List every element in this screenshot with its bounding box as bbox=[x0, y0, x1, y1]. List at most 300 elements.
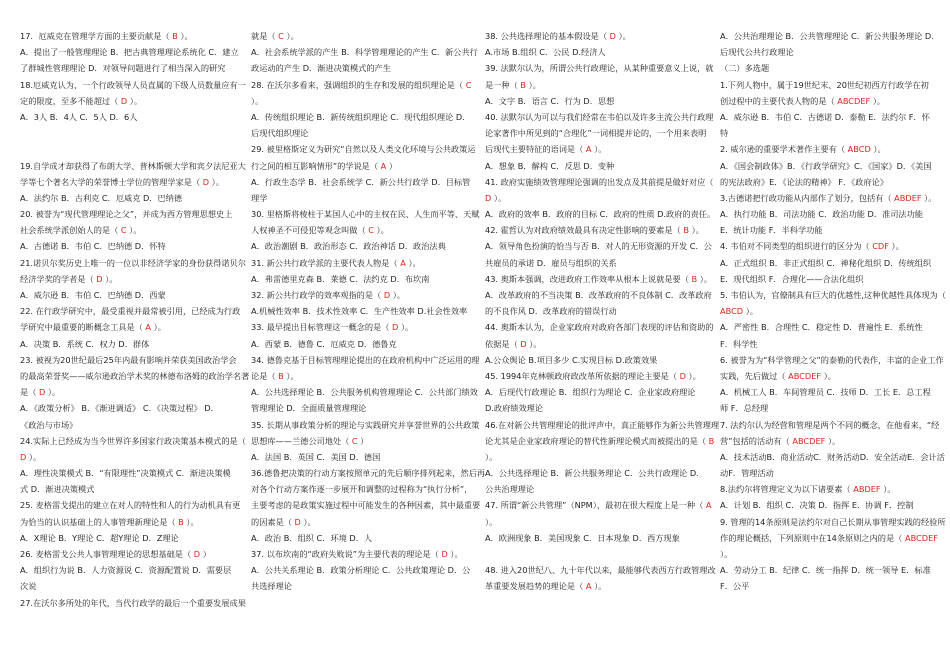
line-text: 作的理论概括，下列原则中在14条原则之内的是（ bbox=[720, 532, 905, 543]
line-text: 动F．管理活动 bbox=[720, 468, 774, 479]
answer-key: ABDEF bbox=[853, 484, 881, 495]
answer-key: ABCDEF bbox=[837, 95, 871, 106]
text-line bbox=[720, 125, 940, 141]
text-line bbox=[251, 255, 471, 271]
text-line bbox=[251, 44, 478, 60]
text-line bbox=[251, 481, 471, 497]
text-line bbox=[485, 60, 714, 76]
text-line bbox=[20, 174, 240, 190]
text-line bbox=[485, 514, 705, 530]
line-text: 营”包括的活动有（ bbox=[720, 435, 793, 446]
line-tail: ）。 bbox=[525, 79, 541, 90]
line-tail: ） bbox=[386, 160, 398, 171]
line-text: 26. 麦格雷戈公共人事管理理论的思想基础是（ bbox=[20, 549, 194, 559]
line-tail: ）。 bbox=[300, 516, 316, 527]
text-line bbox=[251, 174, 471, 190]
line-text: 30. 里格斯将棱柱于某国人心中的主权在民、人生而平等、天赋 bbox=[251, 209, 480, 220]
line-text: 共选择理论 bbox=[251, 581, 292, 592]
line-tail: ）。 bbox=[447, 549, 463, 559]
line-text: 27.在沃尔多所处的年代，当代行政学的最后一个重要发展成果 bbox=[20, 597, 246, 608]
line-tail: ）。 bbox=[526, 338, 542, 349]
line-tail: ） bbox=[200, 549, 211, 559]
line-text: A．公共治理理论 B．公共管理理论 C．新公共服务理论 D． bbox=[720, 31, 940, 41]
answer-key: ABDEF bbox=[894, 192, 922, 203]
text-line bbox=[251, 562, 471, 578]
line-tail: ）。 bbox=[183, 516, 199, 527]
line-text: 35. 长期从事政策分析的理论与实践研究并享誉世界的公共政策 bbox=[251, 419, 480, 430]
text-line bbox=[720, 319, 940, 335]
line-text: A．法约尔 B．古利克 C．厄威克 D．巴纳德 bbox=[20, 192, 183, 203]
line-text: 41. 政府实施绩效管理理论强调的出发点及其前提是做好对应（ bbox=[485, 176, 714, 187]
text-line bbox=[251, 287, 471, 303]
line-text: A．政治潮剧 B．政治形态 C．政治神话 D．政治法典 bbox=[251, 241, 446, 252]
text-line bbox=[20, 206, 240, 222]
answer-key: D bbox=[120, 95, 128, 106]
text-line bbox=[20, 44, 240, 60]
answer-key: D bbox=[383, 290, 391, 300]
text-line bbox=[20, 578, 240, 594]
text-line bbox=[20, 449, 240, 465]
line-text: 4. 韦伯对不同类型的组织进行的区分为（ bbox=[720, 241, 873, 252]
line-text: A.公众舆论 B.项目多少 C.实现目标 D.政策效果 bbox=[485, 354, 658, 365]
line-text: 人权神圣不可侵犯等观念叫做（ bbox=[251, 225, 369, 236]
line-tail: ）。 bbox=[177, 31, 193, 41]
line-tail: ）。 bbox=[921, 192, 937, 203]
text-line bbox=[485, 206, 716, 222]
text-line bbox=[720, 60, 940, 76]
answer-key: B bbox=[278, 370, 284, 381]
text-line bbox=[485, 125, 705, 141]
text-line bbox=[20, 530, 240, 546]
answer-key: A bbox=[145, 322, 152, 333]
line-text: F．科学性 bbox=[720, 338, 758, 349]
line-text: A．技术活动B．商业活动C．财务活动D．安全活动E．会计活 bbox=[720, 451, 945, 462]
line-text: ）。 bbox=[251, 95, 264, 106]
line-text: ）。 bbox=[485, 451, 498, 462]
answer-key: B bbox=[172, 31, 178, 41]
line-text: A．改革政府的不当决策 B．改革政府的不良体制 C．改革政府 bbox=[485, 290, 712, 300]
line-text: 28. 在沃尔多看来，强调组织的生存和发展的组织理论是（ bbox=[251, 79, 466, 90]
text-line bbox=[485, 77, 705, 93]
text-line bbox=[720, 222, 940, 238]
answer-key: B bbox=[708, 435, 715, 446]
text-line bbox=[485, 141, 705, 157]
text-line bbox=[20, 303, 240, 319]
line-text: A．领导角色扮演的恰当与否 B．对人的无形资源的开发 C．公 bbox=[485, 241, 712, 252]
text-line bbox=[251, 336, 471, 352]
text-line bbox=[251, 60, 471, 76]
line-text: 论是（ bbox=[251, 370, 279, 381]
line-text: 革重要发展趋势的理论是（ bbox=[485, 581, 586, 592]
line-text: ）。 bbox=[720, 549, 733, 559]
line-text: 44. 奥斯本认为，企业家政府对政府各部门表现的评估和资助的 bbox=[485, 322, 714, 333]
line-tail: ） bbox=[357, 435, 369, 446]
text-line bbox=[20, 514, 240, 530]
text-line bbox=[720, 384, 940, 400]
line-tail: ）。 bbox=[398, 322, 414, 333]
text-line bbox=[720, 546, 940, 562]
text-line bbox=[485, 287, 712, 303]
line-text: 对各个行动方案作逐一步展开和调整的过程称为“执行分析”， bbox=[251, 484, 473, 495]
text-line bbox=[485, 578, 705, 594]
line-text: 18.厄威克认为，一个行政领导人员直属的下级人员数量应有一 bbox=[20, 79, 246, 90]
line-text: A．执行功能 B．司法功能 C．政治功能 D．准司法功能 bbox=[720, 209, 923, 220]
line-text: 主要考虑的是政策实施过程中可能发生的各种因素，其中最重要 bbox=[251, 500, 481, 511]
text-line bbox=[485, 190, 705, 206]
text-line bbox=[485, 530, 705, 546]
line-tail: ）。 bbox=[26, 451, 42, 462]
text-line bbox=[720, 400, 940, 416]
line-text: 48. 进入20世纪八、九十年代以来，最能够代表西方行政管理改 bbox=[485, 565, 716, 576]
text-line bbox=[485, 352, 705, 368]
text-line bbox=[485, 400, 705, 416]
text-line bbox=[20, 595, 246, 611]
text-line bbox=[251, 433, 471, 449]
text-line bbox=[20, 546, 240, 562]
line-text: F．公平 bbox=[720, 581, 750, 592]
line-tail: ）。 bbox=[373, 225, 389, 236]
text-line bbox=[485, 271, 713, 287]
text-line bbox=[20, 60, 240, 76]
line-text: 后现代主要特征的语词是（ bbox=[485, 144, 586, 155]
text-line bbox=[720, 28, 940, 44]
text-line bbox=[485, 238, 712, 254]
text-line bbox=[20, 109, 240, 125]
answer-key: ABCDEF bbox=[904, 532, 938, 543]
line-tail: ）。 bbox=[688, 225, 704, 236]
line-text: A．决策 B．系统 C．权力 D．群体 bbox=[20, 338, 150, 349]
text-line bbox=[251, 530, 471, 546]
answer-key: D bbox=[609, 31, 616, 41]
line-tail: ）。 bbox=[491, 192, 507, 203]
text-line bbox=[20, 158, 246, 174]
line-text: 学等七个著名大学的荣誉博士学位的管理学家是（ bbox=[20, 176, 203, 187]
line-text: 42. 霍哲认为对政府绩效最具有决定性影响的要素是（ bbox=[485, 225, 684, 236]
text-line bbox=[485, 109, 714, 125]
text-line bbox=[720, 481, 940, 497]
text-line bbox=[720, 368, 940, 384]
text-line bbox=[485, 481, 705, 497]
text-line bbox=[251, 222, 471, 238]
line-tail: ）。 bbox=[283, 31, 299, 41]
text-line bbox=[485, 303, 705, 319]
line-text: 实践，先后做过（ bbox=[720, 370, 789, 381]
line-text: 34. 德鲁克基于目标管理理论提出的在政府机构中广泛运用的理 bbox=[251, 354, 480, 365]
text-line bbox=[251, 125, 471, 141]
line-text: A．《政策分析》 B．《渐进调适》 C．《决策过程》 D． bbox=[20, 403, 219, 414]
line-tail: ）。 bbox=[126, 225, 142, 236]
line-text: 22. 在行政学研究中，最受重视并最常被引用，已经成为行政 bbox=[20, 306, 241, 317]
line-text: A．社会系统学派的产生 B．科学管理理论的产生 C．新公共行 bbox=[251, 47, 478, 58]
text-line bbox=[720, 141, 940, 157]
text-line bbox=[251, 158, 471, 174]
answer-key: ABCDEF bbox=[788, 370, 822, 381]
line-text: A．正式组织 B．非正式组织 C．神秘化组织 D．传统组织 bbox=[720, 257, 932, 268]
line-text: 21.诺贝尔奖历史上唯一的一位以非经济学家的身份获得诺贝尔 bbox=[20, 257, 246, 268]
line-text: 论家著作中所见到的“合理化”一词相提并论的，一个用来表明 bbox=[485, 128, 707, 139]
line-text: A．后现代行政理论 B．组织行为理论 C．企业家政府理论 bbox=[485, 387, 696, 398]
text-line bbox=[720, 190, 940, 206]
line-text: 社会系统学派创始人的是（ bbox=[20, 225, 121, 236]
answer-key: C bbox=[120, 225, 127, 236]
text-line bbox=[20, 400, 240, 416]
line-text: A．公共选择理论 B．公共服务机构管理理论 C．公共部门绩效 bbox=[251, 387, 478, 398]
text-line bbox=[720, 465, 940, 481]
answer-key: C bbox=[465, 79, 472, 90]
line-text: A．公共选择理论 B．新公共服务理论 C．公共行政理论 D． bbox=[485, 468, 705, 479]
line-text: 9. 管理的14条原则是法约尔对自己长期从事管理实践的经验所 bbox=[720, 516, 946, 527]
text-line bbox=[20, 433, 246, 449]
text-line bbox=[251, 384, 478, 400]
text-line bbox=[251, 141, 476, 157]
line-tail: ）。 bbox=[283, 370, 299, 381]
text-line bbox=[485, 174, 714, 190]
answer-key: D bbox=[20, 451, 27, 462]
line-tail: ）。 bbox=[743, 306, 758, 317]
line-text: A．西蒙 B．德鲁 C．厄威克 D．德鲁克 bbox=[251, 338, 397, 349]
text-line bbox=[20, 319, 240, 335]
line-text: 就是（ bbox=[251, 31, 279, 41]
text-line bbox=[720, 417, 940, 433]
blank-line bbox=[20, 141, 240, 157]
line-text: 《政治与市场》 bbox=[20, 419, 78, 430]
line-tail: ）。 bbox=[151, 322, 166, 333]
line-text: 38. 公共选择理论的基本假设是（ bbox=[485, 31, 610, 41]
answer-key: B bbox=[520, 79, 526, 90]
text-line bbox=[20, 481, 240, 497]
line-text: 37. 以布坎南的“政府失败说”为主要代表的理论是（ bbox=[251, 549, 442, 559]
text-line bbox=[251, 578, 471, 594]
line-text: 后现代组织理论 bbox=[251, 128, 309, 139]
line-text: 的宪法政府》E．《论法的精神》 F．《政府论》 bbox=[720, 176, 889, 187]
text-line bbox=[485, 368, 705, 384]
text-line bbox=[720, 93, 940, 109]
text-line bbox=[720, 77, 940, 93]
line-text: A．X理论 B．Y理论 C．超Y理论 D．Z理论 bbox=[20, 532, 179, 543]
line-text: 46.在对新公共管理理论的批评声中，真正能够作为新公共管理理 bbox=[485, 419, 720, 430]
line-text: 学研究中最重要的断概念工具是（ bbox=[20, 322, 146, 333]
text-line bbox=[20, 384, 240, 400]
text-line bbox=[720, 514, 946, 530]
line-text: A．3人 B．4人 C．5人 D．6人 bbox=[20, 111, 138, 122]
line-text: 式 D．渐进决策模式 bbox=[20, 484, 95, 495]
answer-key: D bbox=[294, 516, 301, 527]
text-line bbox=[251, 400, 471, 416]
column-1 bbox=[20, 28, 250, 611]
line-tail: ）。 bbox=[870, 144, 886, 155]
column-4 bbox=[720, 28, 946, 595]
text-line bbox=[20, 190, 240, 206]
line-text: 定的限度，至多不能超过（ bbox=[20, 95, 121, 106]
line-text: 是（ bbox=[20, 387, 39, 398]
line-text: A．文字 B．语言 C．行为 D．思想 bbox=[485, 95, 615, 106]
line-text: 45. 1994年克林顿政府政改革所依据的理论主要是（ bbox=[485, 370, 680, 381]
line-text: 40. 法默尔认为可以与我们经常在韦伯以及许多主流公共行政理 bbox=[485, 111, 714, 122]
line-text: 特 bbox=[720, 128, 729, 139]
text-line bbox=[251, 465, 486, 481]
line-text: 6. 被誉为为“科学管理之父”的泰勒的代表作，丰富的企业工作 bbox=[720, 354, 944, 365]
text-line bbox=[720, 255, 940, 271]
text-line bbox=[20, 28, 240, 44]
line-text: 了群城性管理理论 D．对领导问题进行了相当深入的研究 bbox=[20, 63, 226, 74]
text-line bbox=[485, 255, 705, 271]
blank-line bbox=[20, 125, 240, 141]
text-line bbox=[485, 222, 705, 238]
line-text: 后现代公共行政理论 bbox=[720, 47, 794, 58]
text-line bbox=[720, 336, 940, 352]
line-text: 20. 被誉为“现代管理理论之父”，并成为西方管理思想史上 bbox=[20, 209, 233, 220]
line-text: 为恰当的认识基础上的人事管理新理论是（ bbox=[20, 516, 179, 527]
line-text: ）。 bbox=[485, 516, 498, 527]
text-line bbox=[20, 465, 240, 481]
text-line bbox=[485, 319, 714, 335]
line-text: 2. 威尔逊的重要学术著作主要有（ bbox=[720, 144, 848, 155]
text-line bbox=[251, 238, 471, 254]
line-text: 共雇员的承诺 D．雇员与组织的关系 bbox=[485, 257, 617, 268]
text-line bbox=[485, 433, 715, 449]
text-line bbox=[251, 497, 481, 513]
answer-key: ABCD bbox=[847, 144, 871, 155]
line-text: 理学 bbox=[251, 192, 268, 203]
line-text: A．政府的效率 B．政府的目标 C．政府的性质 D.政府的责任。 bbox=[485, 209, 716, 220]
line-text: 33. 最早提出目标管理这一概念的是（ bbox=[251, 322, 393, 333]
line-text: A．行政生态学 B．社会系统学 C．新公共行政学 D．目标管 bbox=[251, 176, 471, 187]
line-text: 23. 被视为20世纪最后25年内最有影响并荣获美国政治学会 bbox=[20, 354, 237, 365]
text-line bbox=[720, 303, 940, 319]
line-text: A．政治 B．组织 C．环境 D．人 bbox=[251, 532, 373, 543]
line-tail: ）。 bbox=[45, 387, 61, 398]
line-text: 政运动的产生 D．渐进决策模式的产生 bbox=[251, 63, 391, 74]
line-text: 管理理论 D．全面质量管理理论 bbox=[251, 403, 367, 414]
text-line bbox=[485, 417, 720, 433]
text-line bbox=[720, 174, 940, 190]
line-text: 25. 麦格雷戈提出的建立在对人的特性和人的行为动机具有更 bbox=[20, 500, 241, 511]
text-line bbox=[251, 368, 471, 384]
answer-key: D bbox=[520, 338, 527, 349]
text-line bbox=[720, 287, 946, 303]
text-line bbox=[251, 449, 471, 465]
text-line bbox=[20, 336, 240, 352]
line-text: A．劳动分工 B．纪律 C．统一指挥 D．统一领导 E．标准 bbox=[720, 565, 931, 576]
line-tail: ）。 bbox=[209, 176, 224, 187]
answer-key: A bbox=[400, 257, 406, 268]
line-text: A．机械工人 B．车间管理员 C．技师 D．工长 E．总工程 bbox=[720, 387, 931, 398]
line-text: （二）多选题 bbox=[720, 63, 770, 74]
text-line bbox=[20, 77, 246, 93]
text-line bbox=[720, 352, 944, 368]
answer-key: D bbox=[392, 322, 399, 333]
line-tail: ）。 bbox=[880, 484, 896, 495]
answer-key: C bbox=[278, 31, 284, 41]
text-line bbox=[20, 368, 250, 384]
line-tail: ）。 bbox=[591, 581, 607, 592]
line-text: 47. 所谓“新公共管理”（NPM），最初在很大程度上是一种（ bbox=[485, 500, 706, 511]
text-line bbox=[720, 109, 940, 125]
line-text: A．威尔逊 B．韦伯 C．巴纳德 D．西蒙 bbox=[20, 290, 166, 300]
line-tail: ）。 bbox=[615, 31, 631, 41]
text-line bbox=[485, 158, 705, 174]
answer-key: D bbox=[441, 549, 448, 559]
line-tail: ）。 bbox=[697, 273, 713, 284]
text-line bbox=[485, 44, 705, 60]
text-line bbox=[720, 158, 940, 174]
answer-key: A bbox=[585, 144, 592, 155]
line-text: 7. 法约尔认为经营和管理是两个不同的概念，在他看来，“经 bbox=[720, 419, 940, 430]
text-line bbox=[720, 238, 940, 254]
line-text: 43. 奥斯本强调，改进政府工作效率从根本上说就是要（ bbox=[485, 273, 692, 284]
column-2 bbox=[251, 28, 486, 595]
text-line bbox=[20, 93, 240, 109]
text-line bbox=[485, 336, 705, 352]
blank-line bbox=[485, 546, 705, 562]
text-line bbox=[485, 497, 712, 513]
line-tail: ）。 bbox=[888, 241, 904, 252]
line-text: 31. 新公共行政学派的主要代表人物是（ bbox=[251, 257, 401, 268]
answer-key: A bbox=[705, 500, 712, 511]
answer-key: C bbox=[351, 435, 358, 446]
text-line bbox=[20, 352, 240, 368]
text-line bbox=[251, 352, 480, 368]
text-line bbox=[251, 271, 471, 287]
line-text: 24.实际上已经成为当今世界许多国家行政决策基本模式的是（ bbox=[20, 435, 246, 446]
line-text: 的因素是（ bbox=[251, 516, 295, 527]
text-line bbox=[251, 28, 471, 44]
text-line bbox=[485, 562, 716, 578]
answer-key: D bbox=[96, 273, 103, 284]
text-line bbox=[720, 271, 940, 287]
answer-key: ABCDEF bbox=[792, 435, 826, 446]
line-text: 36.德鲁把决策的行动方案按照单元的先后顺序排列起来，然后再 bbox=[251, 468, 486, 479]
line-text: A．《国会制政体》B．《行政学研究》C．《国家》D．《美国 bbox=[720, 160, 932, 171]
line-text: A．公共关系理论 B．政策分析理论 C．公共政策理论 D．公 bbox=[251, 565, 471, 576]
line-text: 32. 新公共行政学的效率观指的是（ bbox=[251, 290, 384, 300]
line-text: A．计划 B．组织 C．决策 D．指挥 E．协调 F．控制 bbox=[720, 500, 914, 511]
text-line bbox=[20, 287, 240, 303]
text-line bbox=[485, 28, 705, 44]
text-line bbox=[20, 271, 240, 287]
answer-key: B bbox=[683, 225, 689, 236]
answer-key: D bbox=[202, 176, 210, 187]
text-line bbox=[251, 319, 471, 335]
line-text: 公共治理理论 bbox=[485, 484, 535, 495]
line-text: 19.自学成才却获得了布朗大学、普林斯顿大学和宾夕法尼亚大 bbox=[20, 160, 246, 171]
answer-key: A bbox=[585, 581, 592, 592]
line-tail: ）。 bbox=[405, 257, 421, 268]
answer-key: B bbox=[691, 273, 698, 284]
line-text: A.机械性效率 B．技术性效率 C．生产性效率 D.社会性效率 bbox=[251, 306, 468, 317]
line-text: A．严密性 B．合理性 C．稳定性 D．普遍性 E．系统性 bbox=[720, 322, 923, 333]
line-tail: ）。 bbox=[825, 435, 841, 446]
line-text: 思想库——兰德公司地处（ bbox=[251, 435, 352, 446]
line-text: A．弗雷德里克森 B．莱德 C．法约克 D．布坎南 bbox=[251, 273, 430, 284]
text-line bbox=[720, 530, 940, 546]
line-text: 39. 法默尔认为，所谓公共行政理论，从某种重要意义上说，就 bbox=[485, 63, 714, 74]
line-tail: ）。 bbox=[591, 144, 607, 155]
text-line bbox=[485, 384, 705, 400]
line-text: A.市场 B.组织 C．公民 D.经济人 bbox=[485, 47, 606, 58]
line-text: 经济学奖的学者是（ bbox=[20, 273, 97, 284]
line-text: A．欧洲现象 B．美国现象 C．日本现象 D．西方现象 bbox=[485, 532, 680, 543]
line-tail: ）。 bbox=[685, 370, 701, 381]
line-text: 的最高荣誉奖——威尔逊政治学术奖的林德布洛姆的政治学名著 bbox=[20, 370, 250, 381]
text-line bbox=[485, 93, 705, 109]
line-text: 1.下列人物中，属于19世纪末、20世纪初西方行政学在初 bbox=[720, 79, 929, 90]
answer-key: D bbox=[679, 370, 686, 381]
line-text: 8.法约尔将管理定义为以下诸要素（ bbox=[720, 484, 854, 495]
line-text: 依据是（ bbox=[485, 338, 521, 349]
line-text: A．传统组织理论 B．新传统组织理论 C．现代组织理论 D． bbox=[251, 111, 471, 122]
line-tail: ）。 bbox=[870, 95, 886, 106]
